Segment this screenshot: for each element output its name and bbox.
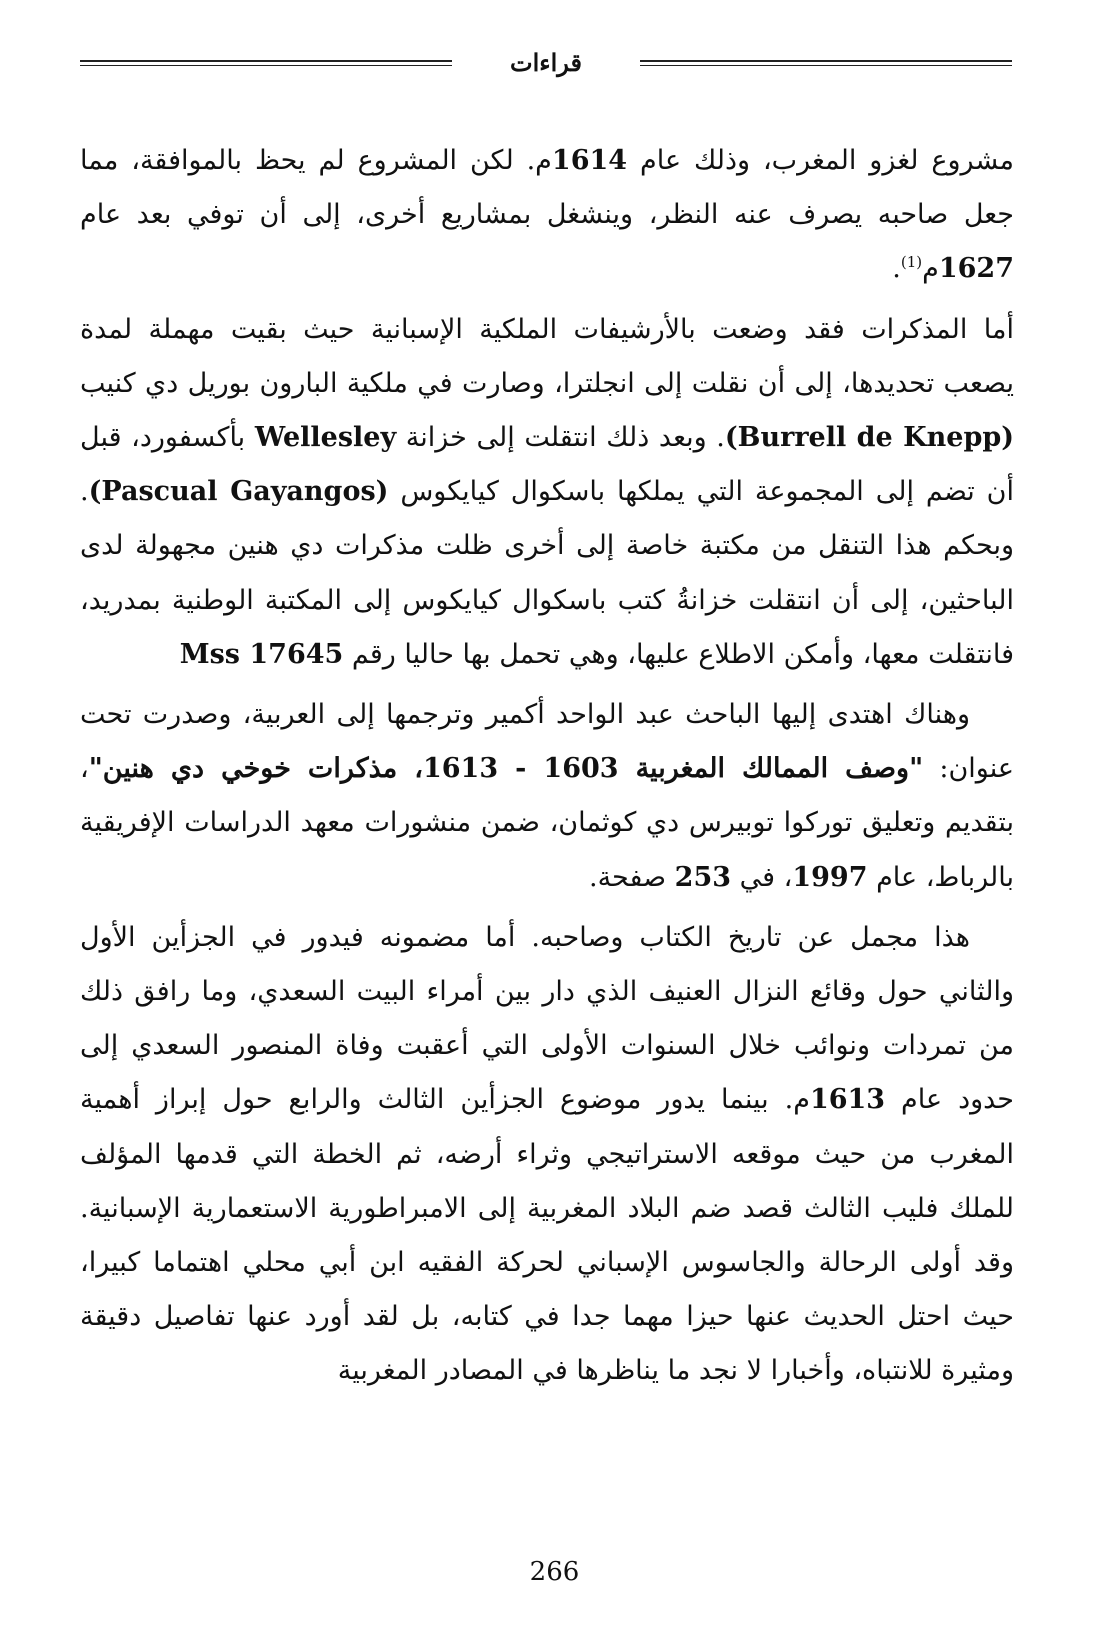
paragraph-3 (80, 688, 1014, 905)
running-title: قراءات (510, 48, 582, 77)
page-number: 266 (529, 1557, 580, 1587)
text-run: مشروع لغزو المغرب، وذلك عام (627, 145, 1014, 176)
paragraph-4 (80, 911, 1014, 1399)
latin-name-wellesley: Wellesley (254, 422, 397, 454)
text-run: صفحة. (589, 861, 675, 893)
year-1627: 1627 (938, 253, 1014, 285)
text-run: هذا مجمل عن تاريخ الكتاب وصاحبه. أما مضمونه فيدور في الجزأين الأول والثاني حول وقائع النزال العنيف الذي دار بين أمراء البيت السعدي، وما رافق ذلك من تمردات ونوائب خلال السنوات الأولى التي أعقبت وفاة المنصور السعدي إلى حدود عام (80, 921, 1014, 1116)
page-count: 253 (674, 861, 732, 893)
footnote-marker[interactable]: (1) (900, 253, 923, 272)
paragraph-2 (80, 303, 1014, 682)
header-rule-left (80, 60, 452, 66)
text-run: بأكسفورد، قبل أن تضم إلى المجموعة التي يملكها باسكوال كيايكوس (80, 422, 1014, 508)
paragraph-1 (80, 134, 1014, 297)
text-run: ، في (731, 861, 793, 893)
text-run: . وبعد ذلك انتقلت إلى خزانة (396, 422, 725, 454)
year-1997: 1997 (792, 861, 868, 893)
latin-name-burrell: (Burrell de Knepp) (724, 422, 1014, 454)
text-run: أما المذكرات فقد وضعت بالأرشيفات الملكية الإسبانية حيث بقيت مهملة لمدة يصعب تحديدها، إلى أن نقلت إلى انجلترا، وصارت في ملكية البارون بوريل دي كنيب (80, 313, 1014, 399)
year-1613: 1613 (809, 1084, 886, 1116)
latin-name-gayangos: (Pascual Gayangos) (88, 476, 389, 508)
page-body (80, 134, 1014, 1399)
book-title: "وصف الممالك المغربية 1603 - 1613، مذكرات خوخي دي هنين" (88, 753, 924, 785)
text-run: ، بتقديم وتعليق توركوا توبيرس دي كوثمان، ضمن منشورات معهد الدراسات الإفريقية بالرباط، عام (80, 753, 1014, 893)
text-run: م. لكن المشروع لم يحظ بالموافقة، مما جعل صاحبه يصرف عنه النظر، وينشغل بمشاريع أخرى، إلى أن توفي بعد عام (80, 145, 1014, 231)
header-rule-right (640, 60, 1012, 66)
text-run: وهناك اهتدى إليها الباحث عبد الواحد أكمير وترجمها إلى العربية، وصدرت تحت عنوان: (80, 699, 1015, 785)
text-run: . (892, 253, 901, 285)
manuscript-reference: 17645 Mss (179, 638, 344, 670)
text-run: م. بينما يدور موضوع الجزأين الثالث والرابع حول إبراز أهمية المغرب من حيث موقعه الاستراتيجي وثراء أرضه، ثم الخطة التي قدمها المؤلف للملك فليب الثالث قصد ضم البلاد المغربية إلى الامبراطورية الاستعمارية الإسبانية. وقد أولى الرحالة والجاسوس الإسباني لحركة الفقيه ابن أبي محلي اهتماما كبيرا، حيث احتل الحديث عنها حيزا مهما جدا في كتابه، بل لقد أورد عنها تفاصيل دقيقة ومثيرة للانتباه، وأخبارا لا نجد ما يناظرها في المصادر المغربية (80, 1084, 1014, 1387)
year-1614: 1614 (551, 145, 628, 176)
text-run: . وبحكم هذا التنقل من مكتبة خاصة إلى أخرى ظلت مذكرات دي هنين مجهولة لدى الباحثين، إلى أن انتقلت خزانةُ كتب باسكوال كيايكوس إلى المكتبة الوطنية بمدريد، فانتقلت معها، وأمكن الاطلاع عليها، وهي تحمل بها حاليا رقم (80, 476, 1014, 670)
text-run: م (922, 253, 939, 285)
running-header (80, 48, 1012, 88)
